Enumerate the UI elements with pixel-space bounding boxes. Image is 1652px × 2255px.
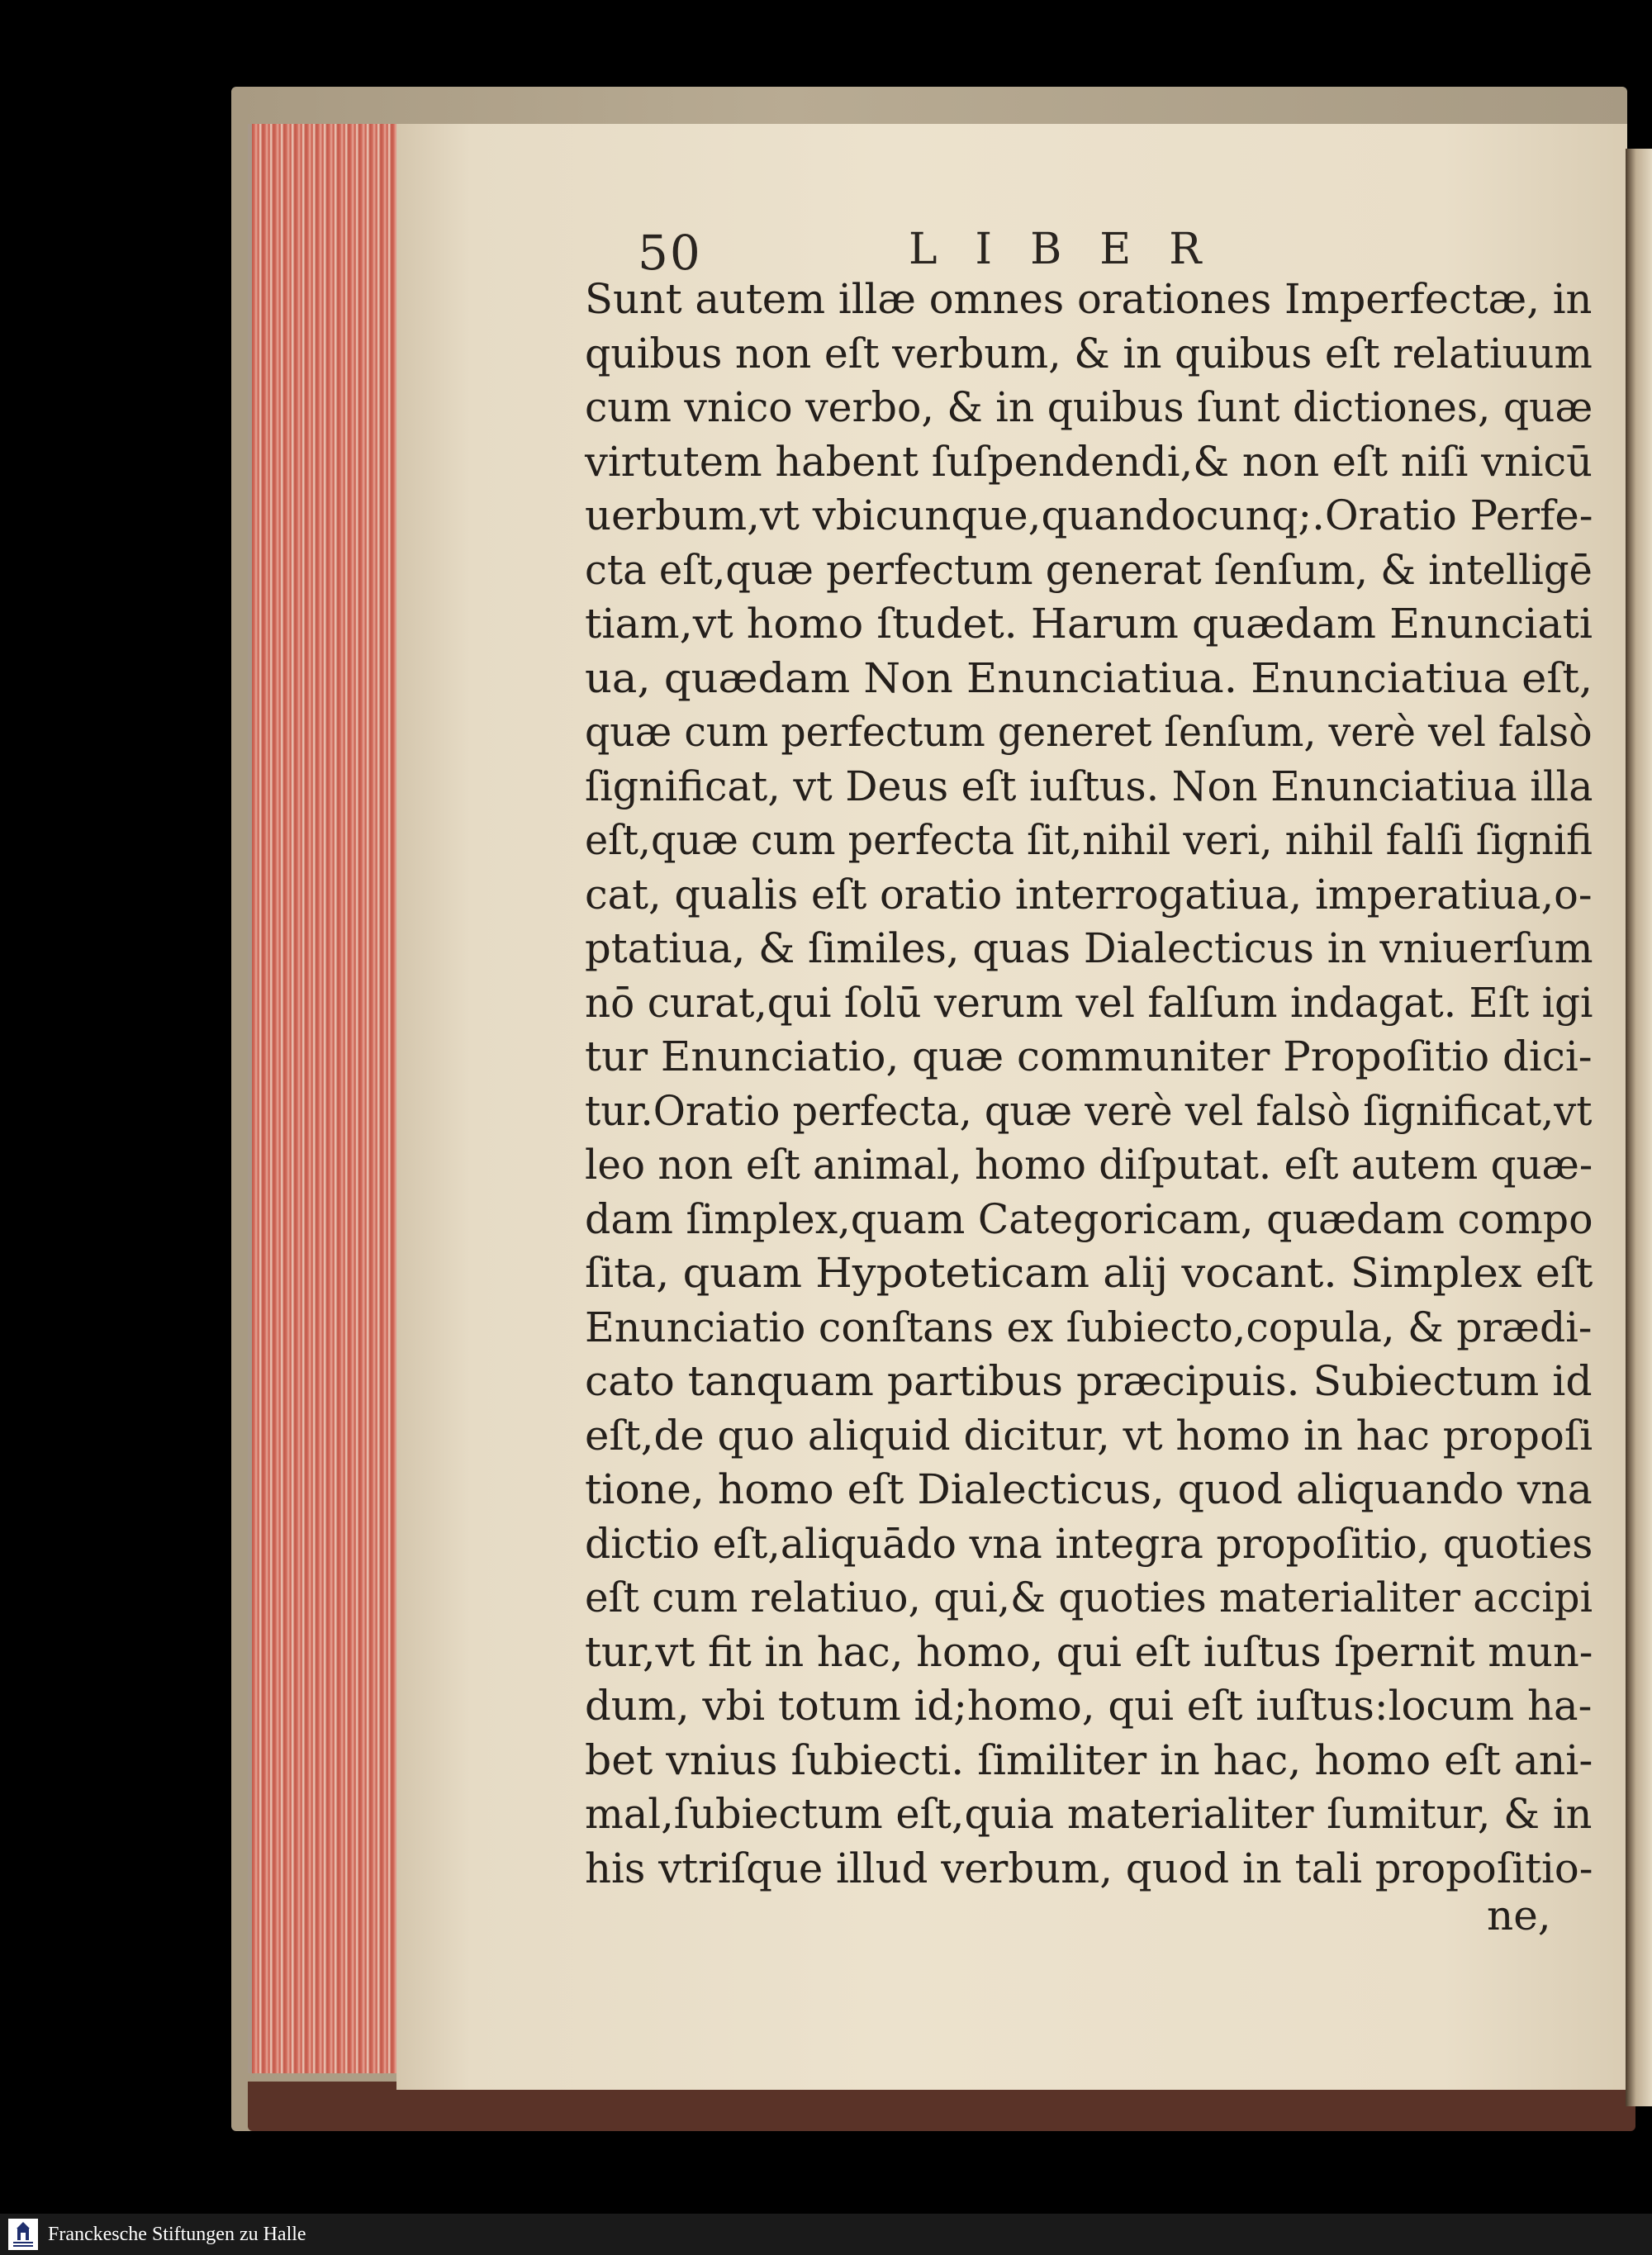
text-line: cta eſt,quæ perfectum generat ſenſum, & intelligē	[585, 545, 1593, 594]
text-line: cum vnico verbo, & in quibus ſunt dictiones, quæ	[585, 383, 1593, 431]
text-line: quæ cum perfectum generet ſenſum, verè vel falsò	[585, 708, 1593, 756]
text-line: cat, qualis eſt oratio interrogatiua, imperatiua,o-	[585, 870, 1593, 919]
text-line: virtutem habent ſuſpendendi,& non eſt niſi vnicū	[585, 437, 1593, 486]
text-line: Sunt autem illæ omnes orationes Imperfectæ, in	[585, 275, 1593, 323]
institution-logo-icon	[8, 2219, 38, 2250]
facing-page-edge	[1626, 149, 1652, 2106]
text-line: uerbum,vt vbicunque,quandocunq;.Oratio Perfe-	[585, 491, 1593, 539]
text-line: Enunciatio conſtans ex ſubiecto,copula, & prædi-	[585, 1303, 1593, 1351]
text-line: his vtriſque illud verbum, quod in tali propoſitio-	[585, 1844, 1593, 1892]
text-line: tur Enunciatio, quæ communiter Propoſitio dici-	[585, 1033, 1593, 1080]
text-line: ſita, quam Hypoteticam alij vocant. Simplex eſt	[585, 1249, 1593, 1297]
text-line: bet vnius ſubiecti. ſimiliter in hac, homo eſt ani-	[585, 1735, 1593, 1784]
text-line: dictio eſt,aliquādo vna integra propoſitio, quoties	[585, 1519, 1593, 1568]
text-line: cato tanquam partibus præcipuis. Subiectum id	[585, 1357, 1593, 1405]
page-number: 50	[638, 225, 702, 281]
text-line: tione, homo eſt Dialecticus, quod aliquando vna	[585, 1465, 1593, 1513]
text-line: dum, vbi totum id;homo, qui eſt iuſtus:locum ha-	[585, 1682, 1593, 1730]
text-line: mal,ſubiectum eſt,quia materialiter ſumitur, & in	[585, 1790, 1593, 1838]
catchword: ne,	[1487, 1892, 1551, 1939]
text-line: eſt,de quo aliquid dicitur, vt homo in hac propoſi	[585, 1411, 1593, 1460]
footer-credit: Franckesche Stiftungen zu Halle	[48, 2224, 306, 2245]
text-line: ua, quædam Non Enunciatiua. Enunciatiua eſt,	[585, 653, 1593, 702]
text-line: ſignificat, vt Deus eſt iuſtus. Non Enunciatiua illa	[585, 762, 1593, 810]
text-line: eſt,quæ cum perfecta ſit,nihil veri, nihil falſi ſignifi	[585, 816, 1593, 864]
text-block	[585, 273, 1593, 1896]
text-line: tur.Oratio perfecta, quæ verè vel falsò ſignificat,vt	[585, 1086, 1593, 1135]
text-line: tur,vt fit in hac, homo, qui eſt iuſtus ſpernit mun-	[585, 1627, 1593, 1676]
text-line: nō curat,qui ſolū verum vel falſum indagat. Eſt igi	[585, 978, 1593, 1027]
text-line: quibus non eſt verbum, & in quibus eſt relatiuum	[585, 329, 1593, 377]
text-line: ptatiua, & ſimiles, quas Dialecticus in vniuerſum	[585, 924, 1593, 972]
text-line: dam ſimplex,quam Categoricam, quædam compo	[585, 1194, 1593, 1243]
text-line: leo non eſt animal, homo diſputat. eſt autem quæ-	[585, 1141, 1593, 1189]
running-head: LIBER	[909, 225, 1240, 274]
text-line: eſt cum relatiuo, qui,& quoties materialiter accipi	[585, 1574, 1593, 1621]
text-line: tiam,vt homo ſtudet. Harum quædam Enunciati	[585, 600, 1593, 648]
